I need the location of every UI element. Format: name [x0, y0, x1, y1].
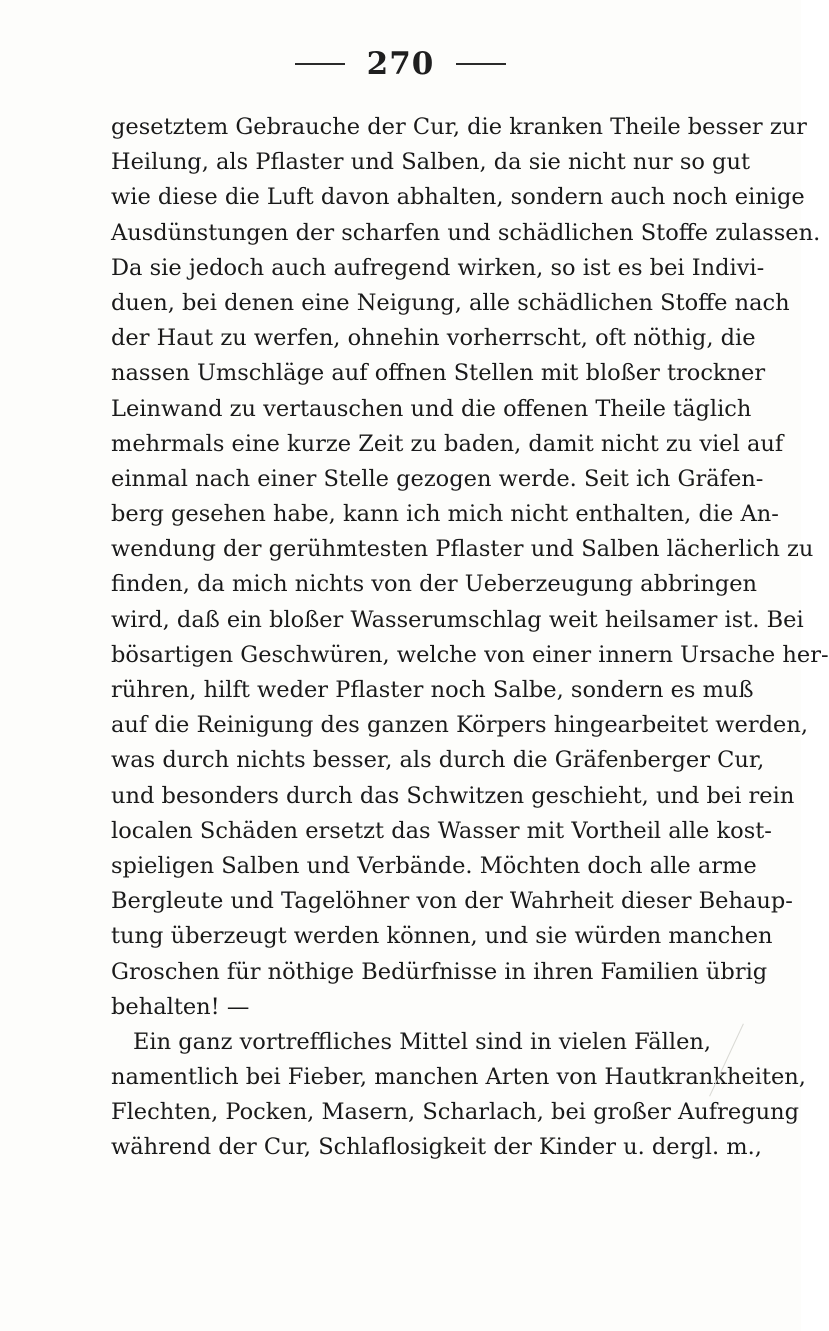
text-line: Groschen für nöthige Bedürfnisse in ihren Familien übrig — [111, 958, 768, 985]
text-line: auf die Reinigung des ganzen Körpers hingearbeitet werden, — [111, 712, 808, 739]
page-number: 270 — [366, 46, 435, 82]
text-line: und besonders durch das Schwitzen geschieht, und bei rein — [111, 782, 795, 809]
text-line: wird, daß ein bloßer Wasserumschlag weit heilsamer ist. Bei — [111, 606, 804, 633]
text-line: Flechten, Pocken, Masern, Scharlach, bei großer Aufregung — [111, 1099, 799, 1126]
text-line: was durch nichts besser, als durch die Gräfenberger Cur, — [111, 747, 765, 774]
page-header — [0, 42, 801, 86]
text-line: während der Cur, Schlaflosigkeit der Kinder u. dergl. m., — [111, 1134, 762, 1161]
text-line-paragraph-end: behalten! — — [111, 993, 250, 1020]
text-line: spieligen Salben und Verbände. Möchten doch alle arme — [111, 852, 757, 879]
text-line: duen, bei denen eine Neigung, alle schädlichen Stoffe nach — [111, 289, 790, 316]
body-text — [111, 110, 829, 1166]
header-rule-right — [456, 63, 506, 65]
text-line: bösartigen Geschwüren, welche von einer innern Ursache her- — [111, 641, 829, 668]
text-line: localen Schäden ersetzt das Wasser mit Vortheil alle kost- — [111, 817, 772, 844]
text-line: wie diese die Luft davon abhalten, sondern auch noch einige — [111, 184, 805, 211]
text-line: Ausdünstungen der scharfen und schädlichen Stoffe zulassen. — [111, 219, 821, 246]
text-line: wendung der gerühmtesten Pflaster und Salben lächerlich zu — [111, 536, 814, 563]
header-rule-left — [295, 63, 345, 65]
text-line: finden, da mich nichts von der Ueberzeugung abbringen — [111, 571, 758, 598]
text-line: einmal nach einer Stelle gezogen werde. Seit ich Gräfen- — [111, 465, 764, 492]
text-line: nassen Umschläge auf offnen Stellen mit bloßer trockner — [111, 360, 766, 387]
text-line: der Haut zu werfen, ohnehin vorherrscht, oft nöthig, die — [111, 325, 756, 352]
text-line: Heilung, als Pflaster und Salben, da sie nicht nur so gut — [111, 149, 750, 176]
text-line: Da sie jedoch auch aufregend wirken, so ist es bei Indivi- — [111, 254, 765, 281]
text-line: tung überzeugt werden können, und sie würden manchen — [111, 923, 773, 950]
text-line: gesetztem Gebrauche der Cur, die kranken Theile besser zur — [111, 114, 807, 140]
text-line: Bergleute und Tagelöhner von der Wahrheit dieser Behaup- — [111, 888, 793, 915]
text-line: rühren, hilft weder Pflaster noch Salbe, sondern es muß — [111, 677, 754, 703]
text-line: namentlich bei Fieber, manchen Arten von Hautkrankheiten, — [111, 1064, 806, 1091]
text-line: mehrmals eine kurze Zeit zu baden, damit nicht zu viel auf — [111, 430, 784, 457]
text-line: berg gesehen habe, kann ich mich nicht enthalten, die An- — [111, 501, 779, 528]
text-line: Leinwand zu vertauschen und die offenen Theile täglich — [111, 395, 752, 422]
text-line-paragraph-start: Ein ganz vortreffliches Mittel sind in vielen Fällen, — [133, 1028, 712, 1055]
